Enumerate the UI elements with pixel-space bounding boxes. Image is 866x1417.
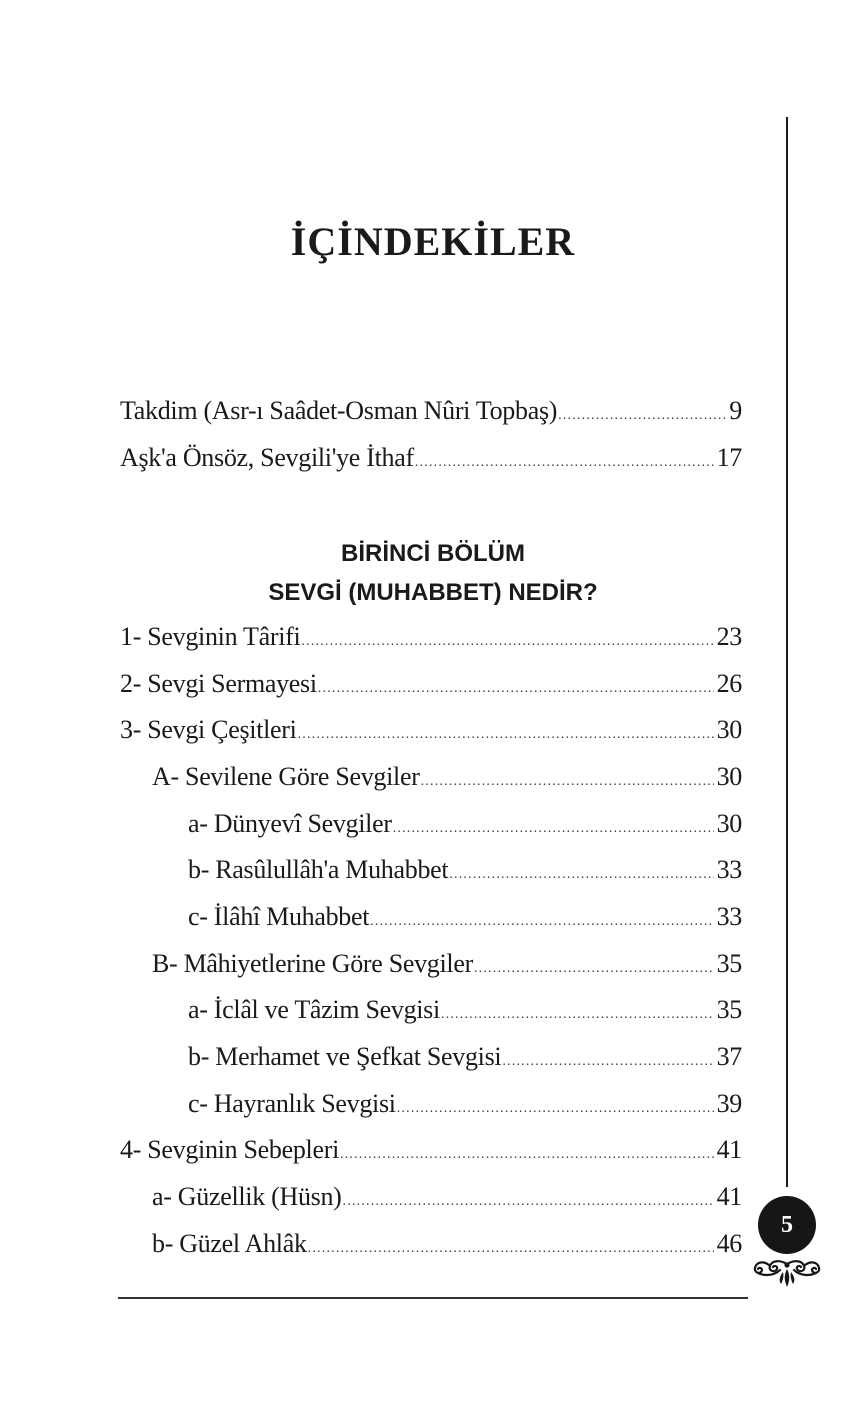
toc-entry[interactable] bbox=[120, 710, 742, 750]
dot-leader bbox=[301, 622, 713, 662]
page-title: İÇİNDEKİLER bbox=[290, 218, 576, 264]
toc-entry[interactable] bbox=[120, 1130, 742, 1170]
dot-leader bbox=[298, 715, 714, 755]
dot-leader bbox=[558, 396, 726, 436]
toc-entry-title: a- Dünyevî Sevgiler bbox=[188, 809, 392, 838]
vertical-rule bbox=[786, 117, 788, 1187]
toc-entry-page: 30 bbox=[716, 762, 742, 791]
toc-entry[interactable] bbox=[120, 664, 742, 704]
toc-entry-page: 23 bbox=[716, 622, 742, 651]
toc-entry-title: a- Güzellik (Hüsn) bbox=[152, 1182, 342, 1211]
dot-leader bbox=[474, 949, 714, 989]
toc-entry-title: A- Sevilene Göre Sevgiler bbox=[152, 762, 420, 791]
toc-entry[interactable] bbox=[120, 617, 742, 657]
toc-entry-page: 33 bbox=[716, 902, 742, 931]
toc-entry[interactable] bbox=[188, 990, 742, 1030]
page-number: 5 bbox=[781, 1211, 793, 1238]
flourish-ornament-icon bbox=[750, 1256, 824, 1290]
toc-entry[interactable] bbox=[188, 1084, 742, 1124]
toc-entry[interactable] bbox=[152, 944, 742, 984]
toc-entry-page: 30 bbox=[716, 809, 742, 838]
bottom-rule bbox=[118, 1297, 748, 1299]
toc-entry-page: 9 bbox=[729, 396, 742, 425]
dot-leader bbox=[308, 1229, 714, 1269]
toc-entry-takdim[interactable] bbox=[120, 391, 742, 431]
toc-entry[interactable] bbox=[188, 804, 742, 844]
toc-entry-page: 26 bbox=[716, 669, 742, 698]
dot-leader bbox=[343, 1182, 714, 1222]
toc-entry-page: 35 bbox=[716, 995, 742, 1024]
toc-entry-title: c- Hayranlık Sevgisi bbox=[188, 1089, 396, 1118]
dot-leader bbox=[393, 809, 714, 849]
chapter-title: SEVGİ (MUHABBET) NEDİR? bbox=[268, 579, 598, 606]
dot-leader bbox=[340, 1135, 714, 1175]
toc-entry-title: Takdim (Asr-ı Saâdet-Osman Nûri Topbaş) bbox=[120, 396, 558, 425]
toc-entry-title: Aşk'a Önsöz, Sevgili'ye İthaf bbox=[120, 443, 414, 472]
toc-entry-title: 1- Sevginin Târifi bbox=[120, 622, 301, 651]
toc-entry[interactable] bbox=[188, 897, 742, 937]
toc-entry-title: 4- Sevginin Sebepleri bbox=[120, 1135, 339, 1164]
toc-entry[interactable] bbox=[152, 757, 742, 797]
toc-entry[interactable] bbox=[188, 1037, 742, 1077]
page-number-badge bbox=[758, 1196, 816, 1254]
toc-entry-page: 46 bbox=[716, 1229, 742, 1258]
toc-entry-page: 17 bbox=[716, 443, 742, 472]
toc-entry-title: b- Merhamet ve Şefkat Sevgisi bbox=[188, 1042, 502, 1071]
toc-entry[interactable] bbox=[152, 1224, 742, 1264]
chapter-label: BİRİNCİ BÖLÜM bbox=[341, 540, 525, 567]
toc-entry[interactable] bbox=[152, 1177, 742, 1217]
toc-entry-page: 41 bbox=[716, 1135, 742, 1164]
toc-entry-page: 41 bbox=[716, 1182, 742, 1211]
dot-leader bbox=[421, 762, 714, 802]
dot-leader bbox=[415, 443, 714, 483]
toc-entry-title: 3- Sevgi Çeşitleri bbox=[120, 715, 297, 744]
toc-entry-title: b- Güzel Ahlâk bbox=[152, 1229, 307, 1258]
dot-leader bbox=[441, 995, 714, 1035]
dot-leader bbox=[397, 1089, 714, 1129]
toc-entry-page: 35 bbox=[716, 949, 742, 978]
toc-entry-page: 33 bbox=[716, 855, 742, 884]
dot-leader bbox=[449, 855, 713, 895]
toc-entry-title: c- İlâhî Muhabbet bbox=[188, 902, 370, 931]
dot-leader bbox=[502, 1042, 713, 1082]
toc-entry-title: a- İclâl ve Tâzim Sevgisi bbox=[188, 995, 440, 1024]
dot-leader bbox=[370, 902, 713, 942]
toc-entry-page: 39 bbox=[716, 1089, 742, 1118]
toc-entry-onsoz[interactable] bbox=[120, 438, 742, 478]
toc-entry-title: b- Rasûlullâh'a Muhabbet bbox=[188, 855, 449, 884]
dot-leader bbox=[318, 669, 714, 709]
toc-entry-title: 2- Sevgi Sermayesi bbox=[120, 669, 317, 698]
toc-entry-page: 30 bbox=[716, 715, 742, 744]
toc-entry-title: B- Mâhiyetlerine Göre Sevgiler bbox=[152, 949, 473, 978]
toc-entry-page: 37 bbox=[716, 1042, 742, 1071]
toc-entry[interactable] bbox=[188, 850, 742, 890]
